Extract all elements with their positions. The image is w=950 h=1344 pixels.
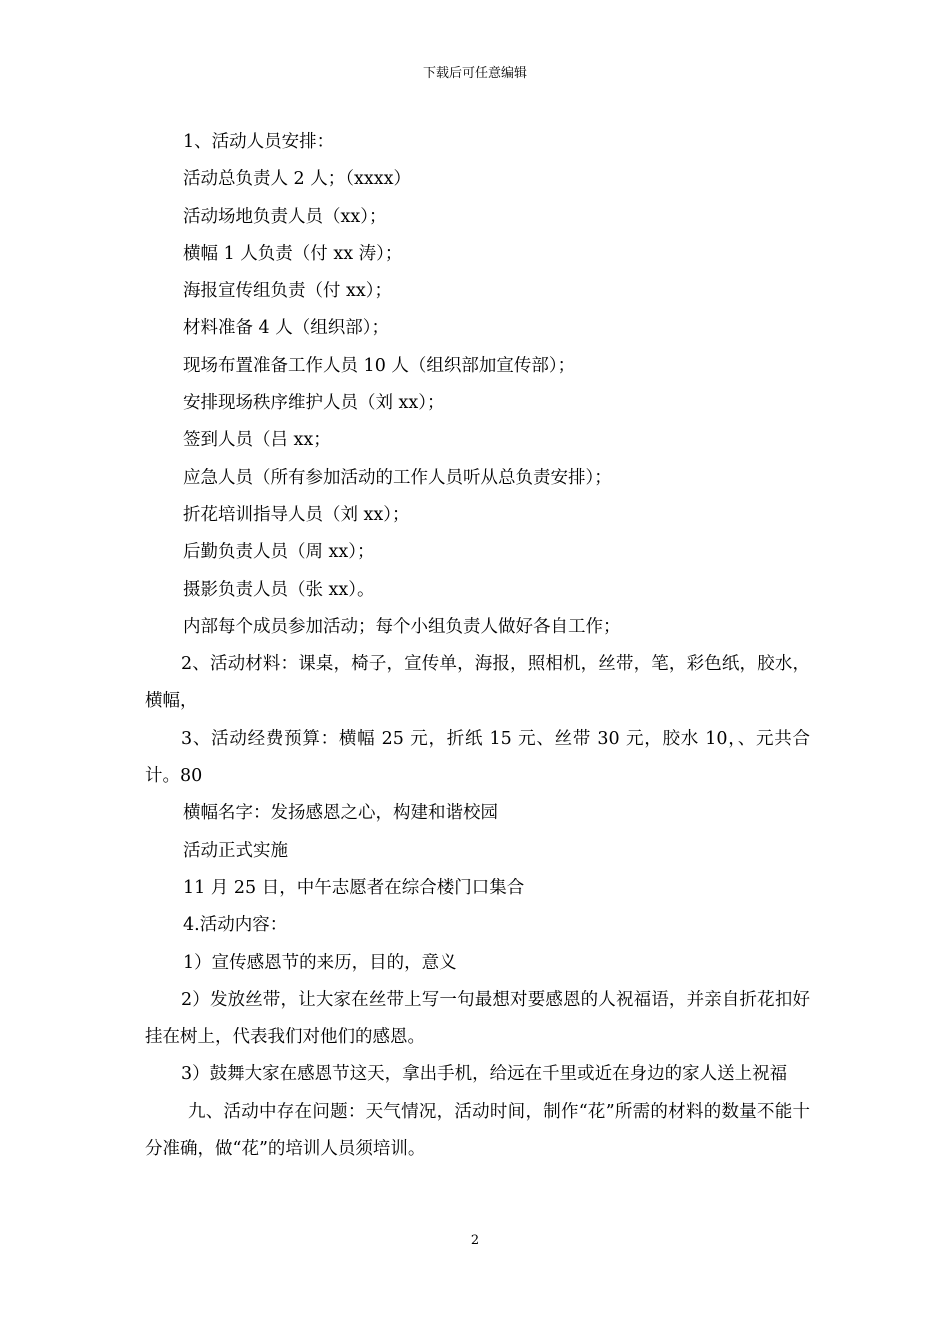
banner-name-line: 横幅名字：发扬感恩之心，构建和谐校园 bbox=[183, 803, 498, 824]
implementation-line: 活动正式实施 bbox=[183, 840, 288, 861]
staff-arrangement-heading: 1、活动人员安排： bbox=[183, 132, 335, 152]
list-item: 活动总负责人 2 人；（xxxx） bbox=[183, 169, 411, 190]
content-item-2: 2）发放丝带，让大家在丝带上写一句最想对要感恩的人祝福语，并亲自折花扣好挂在树上，代表我们对他们的感恩。 bbox=[145, 989, 810, 1048]
list-item: 现场布置准备工作人员 10 人（组织部加宣传部）； bbox=[183, 355, 576, 376]
list-item: 材料准备 4 人（组织部）； bbox=[183, 318, 390, 339]
materials-paragraph: 2、活动材料：课桌，椅子，宣传单，海报，照相机，丝带，笔，彩色纸，胶水，横幅， bbox=[145, 654, 810, 712]
list-item: 摄影负责人员（张 xx）。 bbox=[183, 579, 375, 600]
page-number: 2 bbox=[470, 1233, 480, 1248]
list-item: 活动场地负责人员（xx）； bbox=[183, 206, 387, 227]
list-item: 折花培训指导人员（刘 xx）； bbox=[183, 504, 410, 525]
list-item: 签到人员（吕 xx； bbox=[183, 430, 331, 451]
list-item: 内部每个成员参加活动；每个小组负责人做好各自工作； bbox=[183, 616, 621, 637]
content-item-3: 3）鼓舞大家在感恩节这天，拿出手机，给远在千里或近在身边的家人送上祝福 bbox=[181, 1064, 788, 1085]
list-item: 海报宣传组负责（付 xx）； bbox=[183, 281, 393, 302]
list-item: 后勤负责人员（周 xx）； bbox=[183, 542, 375, 563]
list-item: 安排现场秩序维护人员（刘 xx）； bbox=[183, 393, 445, 414]
list-item: 应急人员（所有参加活动的工作人员听从总负责安排）； bbox=[183, 467, 612, 488]
problems-paragraph: 九、活动中存在问题：天气情况，活动时间，制作“花”所需的材料的数量不能十分准确，做“花”的培训人员须培训。 bbox=[145, 1101, 810, 1160]
content-item-1: 1）宣传感恩节的来历，目的，意义 bbox=[183, 952, 457, 973]
page-header: 下载后可任意编辑 bbox=[422, 66, 527, 81]
budget-paragraph: 3、活动经费预算：横幅 25 元，折纸 15 元、丝带 30 元，胶水 10，、元共合计。80 bbox=[145, 728, 810, 787]
document-body bbox=[145, 124, 810, 1168]
list-item: 横幅 1 人负责（付 xx 涛）； bbox=[183, 243, 403, 264]
activity-content-heading: 4.活动内容： bbox=[183, 915, 288, 936]
date-line: 11 月 25 日，中午志愿者在综合楼门口集合 bbox=[183, 877, 525, 898]
